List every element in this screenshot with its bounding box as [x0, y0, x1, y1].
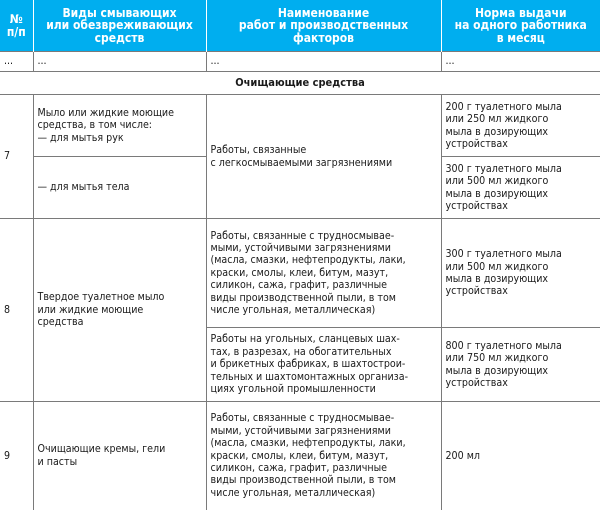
- table-row-8a: [0, 219, 600, 328]
- row-8-norm-coal: 800 г туалетного мыла или 750 мл жидкого мыла в дозирующих устройствах: [441, 328, 600, 402]
- row-8-work-hard: Работы, связанные с трудносмывае- мыми, устойчивыми загрязнениями (масла, смазки, нефтепродукты, лаки, краски, смолы, клеи, битум, мазут, силикон, сажа, графит, различные виды производственной пыли, в том числе угольная, металлическая): [206, 219, 441, 328]
- table-row-9: [0, 402, 600, 510]
- header-row: [0, 0, 600, 52]
- row-8-norm-hard: 300 г туалетного мыла или 500 мл жидкого мыла в дозирующих устройствах: [441, 219, 600, 328]
- ellipsis-row: [0, 52, 600, 72]
- header-works: Наименование работ и производственных факторов: [206, 0, 441, 52]
- section-row: [0, 72, 600, 95]
- row-7-work: Работы, связанные с легкосмываемыми загрязнениями: [206, 95, 441, 219]
- table-row-7a: [0, 95, 600, 157]
- row-7-agent-body: — для мытья тела: [33, 157, 206, 219]
- row-9-work: Работы, связанные с трудносмывае- мыми, устойчивыми загрязнениями (масла, смазки, нефтепродукты, лаки, краски, смолы, клеи, битум, мазут, силикон, сажа, графит, различные виды производственной пыли, в том числе угольная, металлическая): [206, 402, 441, 510]
- row-8-number: 8: [0, 219, 33, 402]
- ellipsis-cell-norm: ...: [441, 52, 600, 72]
- header-norm: Норма выдачи на одного работника в месяц: [441, 0, 600, 52]
- row-8-work-coal: Работы на угольных, сланцевых шах- тах, в разрезах, на обогатительных и брикетных фабриках, в шахтострои- тельных и шахтомонтажных организа- циях угольной промышленности: [206, 328, 441, 402]
- ellipsis-cell-num: ...: [0, 52, 33, 72]
- row-7-norm-body: 300 г туалетного мыла или 500 мл жидкого мыла в дозирующих устройствах: [441, 157, 600, 219]
- row-9-number: 9: [0, 402, 33, 510]
- row-7-number: 7: [0, 95, 33, 219]
- header-num: № п/п: [0, 0, 33, 52]
- header-agents: Виды смывающих или обезвреживающих средств: [33, 0, 206, 52]
- ellipsis-cell-agents: ...: [33, 52, 206, 72]
- row-7-norm-hands: 200 г туалетного мыла или 250 мл жидкого мыла в дозирующих устройствах: [441, 95, 600, 157]
- ellipsis-cell-works: ...: [206, 52, 441, 72]
- section-title: Очищающие средства: [0, 72, 600, 95]
- row-7-agent-main: Мыло или жидкие моющие средства, в том числе: — для мытья рук: [33, 95, 206, 157]
- row-8-agent: Твердое туалетное мыло или жидкие моющие средства: [33, 219, 206, 402]
- row-9-agent: Очищающие кремы, гели и пасты: [33, 402, 206, 510]
- row-9-norm: 200 мл: [441, 402, 600, 510]
